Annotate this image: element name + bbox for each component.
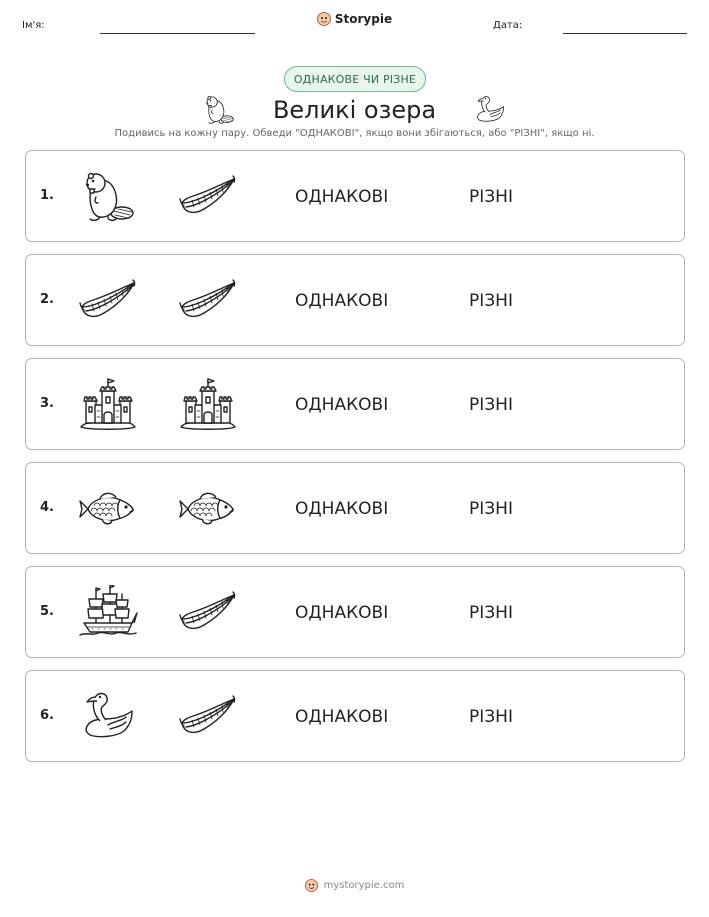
- exercise-row-5: [25, 566, 685, 658]
- canoe-icon: [78, 273, 138, 329]
- fish-icon: [178, 481, 238, 537]
- row-number: 6.: [40, 708, 54, 723]
- footer-url[interactable]: mystorypie.com: [323, 880, 405, 891]
- date-label: Дата:: [493, 20, 523, 31]
- page-title: Великі озера: [272, 96, 437, 124]
- exercise-row-3: [25, 358, 685, 450]
- swan-icon: [472, 94, 508, 126]
- name-line[interactable]: [100, 33, 255, 34]
- row-number: 1.: [40, 188, 54, 203]
- swan-icon: [78, 689, 138, 745]
- storypie-logo-icon: [317, 12, 331, 26]
- instruction-text: Подивись на кожну пару. Обведи "ОДНАКОВІ", якщо вони збігаються, або "РІЗНІ", якщо ні.: [114, 128, 595, 139]
- option-different[interactable]: РІЗНІ: [469, 603, 513, 623]
- storypie-logo-icon: [305, 879, 318, 892]
- beaver-icon: [78, 169, 138, 225]
- activity-badge: ОДНАКОВЕ ЧИ РІЗНЕ: [284, 66, 426, 92]
- exercise-row-1: [25, 150, 685, 242]
- option-different[interactable]: РІЗНІ: [469, 395, 513, 415]
- option-different[interactable]: РІЗНІ: [469, 707, 513, 727]
- date-line[interactable]: [563, 33, 687, 34]
- title-row: [0, 92, 709, 128]
- canoe-icon: [178, 169, 238, 225]
- row-number: 4.: [40, 500, 54, 515]
- option-same[interactable]: ОДНАКОВІ: [295, 499, 389, 519]
- castle-icon: [78, 377, 138, 433]
- row-number: 5.: [40, 604, 54, 619]
- footer: [0, 879, 709, 892]
- row-number: 2.: [40, 292, 54, 307]
- option-different[interactable]: РІЗНІ: [469, 291, 513, 311]
- exercise-row-6: [25, 670, 685, 762]
- option-same[interactable]: ОДНАКОВІ: [295, 603, 389, 623]
- brand-name: Storypie: [334, 12, 393, 26]
- option-different[interactable]: РІЗНІ: [469, 499, 513, 519]
- canoe-icon: [178, 273, 238, 329]
- canoe-icon: [178, 585, 238, 641]
- option-same[interactable]: ОДНАКОВІ: [295, 395, 389, 415]
- option-different[interactable]: РІЗНІ: [469, 187, 513, 207]
- option-same[interactable]: ОДНАКОВІ: [295, 187, 389, 207]
- brand: [0, 12, 709, 26]
- exercise-list: [25, 150, 685, 774]
- exercise-row-2: [25, 254, 685, 346]
- canoe-icon: [178, 689, 238, 745]
- option-same[interactable]: ОДНАКОВІ: [295, 291, 389, 311]
- fish-icon: [78, 481, 138, 537]
- castle-icon: [178, 377, 238, 433]
- ship-icon: [78, 585, 138, 641]
- exercise-row-4: [25, 462, 685, 554]
- option-same[interactable]: ОДНАКОВІ: [295, 707, 389, 727]
- beaver-icon: [201, 94, 237, 126]
- name-label: Ім'я:: [22, 20, 45, 31]
- row-number: 3.: [40, 396, 54, 411]
